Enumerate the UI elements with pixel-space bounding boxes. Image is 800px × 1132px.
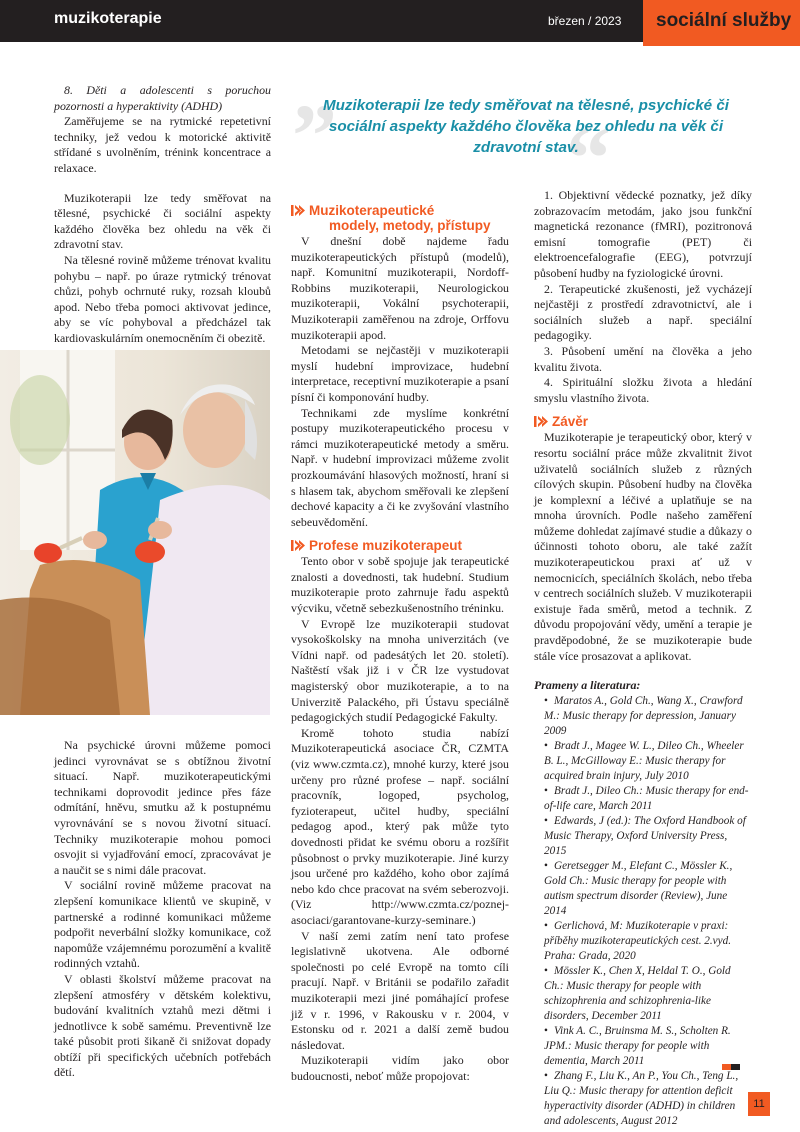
list-item: 4. Spirituální složku života a hledání smyslu vlastního života. [534, 375, 752, 405]
list-item: 1. Objektivní vědecké poznatky, jež díky zobrazovacím metodám, jako jsou funkční magnetická rezonance (fMRI), pozitronová emisní tomografie (PET) či elektroencefalografie (EEG), potvrzují působení hudby na fyziologické úrovni. [534, 188, 752, 280]
list-item: 3. Působení umění na člověka a jeho kvalitu života. [534, 343, 752, 374]
music-therapy-photo [0, 350, 270, 715]
list-item: 2. Terapeutické zkušenosti, jež vycházejí nejčastěji z prostředí zdravotnictví, ale i sociálních služeb a např. speciální pedagogiky. [534, 281, 752, 343]
paragraph: V oblasti školství můžeme pracovat na zlepšení atmosféry v dětském kolektivu, budování kvalitních vztahů mezi dětmi i jednotlivce k sobě samému. Preventivně lze také působit proti šikaně či snižovat dopady obtíží při specifických učebních potřebách dětí. [54, 971, 271, 1080]
section-heading-profession [291, 538, 509, 553]
column-1 [54, 83, 271, 347]
open-quote-mark: ” [292, 87, 337, 186]
heading-text: Profese muzikoterapeut [309, 538, 463, 554]
references-title: Prameny a literatura: [534, 678, 641, 693]
reference-item: • Edwards, J (ed.): The Oxford Handbook of Music Therapy, Oxford University Press, 2015 [534, 814, 752, 859]
paragraph: Tento obor v sobě spojuje jak terapeutické znalosti a dovednosti, tak hudební. Studium muzikoterapie proto zahrnuje řadu aspektů výcviku, včetně sebezkušenostního tréninku. [291, 554, 509, 616]
reference-item: • Gerlichová, M: Muzikoterapie v praxi: příběhy muzikoterapeutických cest. 2.vyd. Praha: Grada, 2020 [534, 919, 752, 964]
heading-line-2: modely, metody, přístupy [329, 218, 491, 233]
end-of-article-mark [722, 1064, 740, 1070]
paragraph: V sociální rovině můžeme pracovat na zlepšení komunikace klientů ve skupině, v partnerské a rodinné komunikaci můžeme podpořit neverbální složky komunikace, což napomůže vzájemnému porozumění a kvalitě rodinných vztahů. [54, 878, 271, 971]
column-3 [534, 188, 752, 1129]
paragraph: V Evropě lze muzikoterapii studovat vysokoškolsky na mnoha univerzitách (ve Vídni např. od padesátých let 20. století). Naštěstí však již i v ČR lze vystudovat magisterský obor muzikoterapie, a to na Univerzitě Palackého, při Ústavu speciálně pedagogických studií Pedagogické Fakulty. [291, 616, 509, 725]
reference-item: • Bradt J., Dileo Ch.: Music therapy for end-of-life care, March 2011 [534, 784, 752, 814]
section-title: muzikoterapie [54, 10, 162, 27]
chevron-right-icon [291, 540, 305, 551]
reference-item: • Zhang F., Liu K., An P., You Ch., Teng L., Liu Q.: Music therapy for attention deficit hyperactivity disorder (ADHD) in children and adolescents, August 2012 [534, 1069, 752, 1129]
column-2 [291, 203, 509, 1084]
category-tab [643, 0, 800, 46]
reference-item: • Maratos A., Gold Ch., Wang X., Crawford M.: Music therapy for depression, January 2009 [534, 694, 752, 739]
references-list [534, 694, 752, 1129]
heading-line-1: Muzikoterapeutické [309, 203, 435, 218]
heading-text: Závěr [552, 414, 589, 430]
reference-item: • Vink A. C., Bruinsma M. S., Scholten R. JPM.: Music therapy for people with dementia, March 2011 [534, 1024, 752, 1069]
paragraph: Muzikoterapii lze tedy směřovat na tělesné, psychické či sociální aspekty každého člověka bez ohledu na věk či zdravotní stav. [54, 190, 271, 252]
reference-item: • Bradt J., Magee W. L., Dileo Ch., Wheeler B. L., McGilloway E.: Music therapy for acquired brain injury, July 2010 [534, 739, 752, 784]
close-quote-mark: “ [566, 109, 611, 208]
reference-item: • Mössler K., Chen X, Heldal T. O., Gold Ch.: Music therapy for people with schizophrenia and schizophrenia-like disorders, December 2011 [534, 964, 752, 1024]
chevron-right-icon [291, 205, 305, 216]
page-number: 11 [748, 1092, 770, 1116]
reference-item: • Geretsegger M., Elefant C., Mössler K., Gold Ch.: Music therapy for people with autism spectrum disorder (Review), June 2014 [534, 859, 752, 919]
list-item-8-title: 8. Děti a adolescenti s poruchou pozornosti a hyperaktivity (ADHD) [54, 83, 271, 113]
section-heading-models [291, 203, 509, 233]
pull-quote: Muzikoterapii lze tedy směřovat na tělesné, psychické či sociální aspekty každého člověka bez ohledu na věk či zdravotní stav. [322, 97, 729, 156]
column-1-lower [54, 738, 271, 1081]
paragraph: Na psychické úrovni můžeme pomoci jedinci vyrovnávat se s obtížnou životní situací. Např. muzikoterapeutickými technikami doprovodit jedince přes fáze odmítání, hněvu, smutku až k postupnému vyrovnávání se s novou životní situací. Techniky muzikoterapie mohou pomoci osvojit si vyjadřování emocí, zpracovávat je a naučit se s nimi dále pracovat. [54, 738, 271, 877]
category-label: sociální služby [656, 10, 792, 31]
paragraph: Technikami zde myslíme konkrétní postupy muzikoterapeutického procesu v rámci muzikoterapeutické metody a směru. Např. v hudební improvizaci můžeme zvolit prozkoumávání hlasových možností, hraní si s hlasem tak, abychom směřovali ke zlepšení dechové kapacity a či ke zvyšování vlastního sebeuvědomění. [291, 405, 509, 529]
paragraph: V naší zemi zatím není tato profese legislativně ukotvena. Ale odborné společnosti po celé Evropě na tomto cíli pracují. Např. v Británii se podařilo zařadit muzikoterapii mezi jiné pomáhající profese již v r. 1996, v Rakousku v r. 2004, v Estonsku od r. 2021 a další země budou následovat. [291, 928, 509, 1052]
list-item-8-text: Zaměřujeme se na rytmické repetetivní techniky, jež vedou k motorické aktivitě střídané s uvolněním, trénink koncentrace a relaxace. [54, 114, 271, 175]
maraca [135, 541, 165, 563]
paragraph: Na tělesné rovině můžeme trénovat kvalitu pohybu – např. po úraze rytmický trénovat chůzi, pohyb ochrnuté ruky, rozsah kloubů apod. Nebo třeba pomoci aktivovat jedince, aby se víc pohyboval a předcházel tak kardiovaskulárním onemocněním či obezitě. [54, 252, 271, 345]
issue-date: březen / 2023 [548, 14, 622, 28]
paragraph: V dnešní době najdeme řadu muzikoterapeutických přístupů (modelů), např. Komunitní muzikoterapii, Nordoff-Robbins muzikoterapii, Neurologickou muzikoterapii, Vokální psychoterapii, Muzikoterapii zaměřenou na zdroje, Orffovu muzikoterapii apod. [291, 234, 509, 342]
paragraph: Kromě tohoto studia nabízí Muzikoterapeutická asociace ČR, CZMTA (viz www.czmta.cz), mnohé kurzy, které jsou určeny pro různé profese – např. sociální pracovník, logoped, psycholog, fyzioterapeut, učitel hudby, speciální pedagog apod., který pak může tyto dovednosti přidat ke svému oboru a rozšířit působnost o prvky muzikoterapie. Jiné kurzy jsou určené pro každého, koho obor zajímá nebo kdo chce pracovat na svém seberozvoji. (Viz http://www.czmta.cz/poznej-asociaci/garantovane-kurzy-seminare.) [291, 725, 509, 927]
paragraph: Metodami se nejčastěji v muzikoterapii myslí hudební improvizace, hudební interpretace, receptivní muzikoterapie a psaní písní či komponování hudby. [291, 343, 509, 404]
paragraph: Muzikoterapie je terapeutický obor, který v resortu sociální práce může zkvalitnit život uživatelů sociálních služeb z různých cílových skupin. Působení hudby na člověka je komplexní a léčivé a uplatňuje se na mnoha úrovních. Podle našeho zaměření můžeme dohledat zajímavé studie a důkazy o účinnosti tohoto oboru, ale také zažít muzikoterapeutickou praxi ať už v nemocnicích, speciálních školách, nebo třeba v centrech sociálních služeb. V muzikoterapii existuje řada směrů, metod a technik. Z důvodu propojování vědy, umění a terapie je pravděpodobné, že se muzikoterapie bude stále více prosazovat a aplikovat. [534, 430, 752, 663]
section-heading-conclusion [534, 414, 752, 429]
maraca [34, 543, 62, 563]
chevron-right-icon [534, 416, 548, 427]
paragraph: Muzikoterapii vidím jako obor budoucnosti, neboť může propojovat: [291, 1053, 509, 1083]
